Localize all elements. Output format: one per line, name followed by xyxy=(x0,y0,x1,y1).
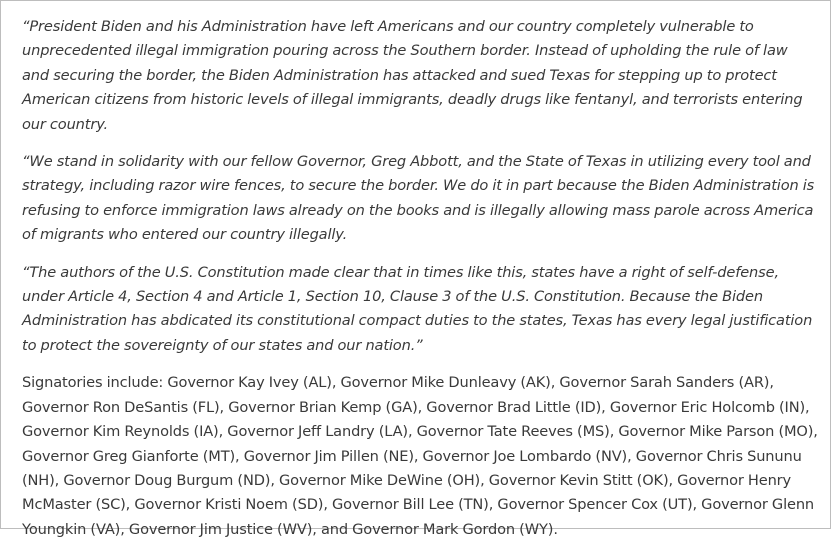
quote-paragraph-3: “The authors of the U.S. Constitution made clear that in times like this, states have a right of self-defense, under Article 4, Section 4 and Article 1, Section 10, Clause 3 of the U.S. Constitution. Because the Biden Administration has abdicated its constitutional compact duties to the states, Texas has every legal justification to protect the sovereignty of our states and our nation.” xyxy=(22,263,813,354)
article-body xyxy=(22,15,818,555)
quote-paragraph-1: “President Biden and his Administration have left Americans and our country completely vulnerable to unprecedented illegal immigration pouring across the Southern border. Instead of upholding the rule of law and securing the border, the Biden Administration has attacked and sued Texas for stepping up to protect American citizens from historic levels of illegal immigrants, deadly drugs like fentanyl, and terrorists entering our country. xyxy=(22,18,803,133)
signatories-paragraph: Signatories include: Governor Kay Ivey (AL), Governor Mike Dunleavy (AK), Governor Sarah Sanders (AR), Governor Ron DeSantis (FL), Governor Brian Kemp (GA), Governor Brad Little (ID), Governor Eric Holcomb (IN), Governor Kim Reynolds (IA), Governor Jeff Landry (LA), Governor Tate Reeves (MS), Governor Mike Parson (MO), Governor Greg Gianforte (MT), Governor Jim Pillen (NE), Governor Joe Lombardo (NV), Governor Chris Sununu (NH), Governor Doug Burgum (ND), Governor Mike DeWine (OH), Governor Kevin Stitt (OK), Governor Henry McMaster (SC), Governor Kristi Noem (SD), Governor Bill Lee (TN), Governor Spencer Cox (UT), Governor Glenn Youngkin (VA), Governor Jim Justice (WV), and Governor Mark Gordon (WY). xyxy=(22,374,818,538)
quote-paragraph-2: “We stand in solidarity with our fellow Governor, Greg Abbott, and the State of Texas in utilizing every tool and strategy, including razor wire fences, to secure the border. We do it in part because the Biden Administration is refusing to enforce immigration laws already on the books and is illegally allowing mass parole across America of migrants who entered our country illegally. xyxy=(22,153,815,244)
